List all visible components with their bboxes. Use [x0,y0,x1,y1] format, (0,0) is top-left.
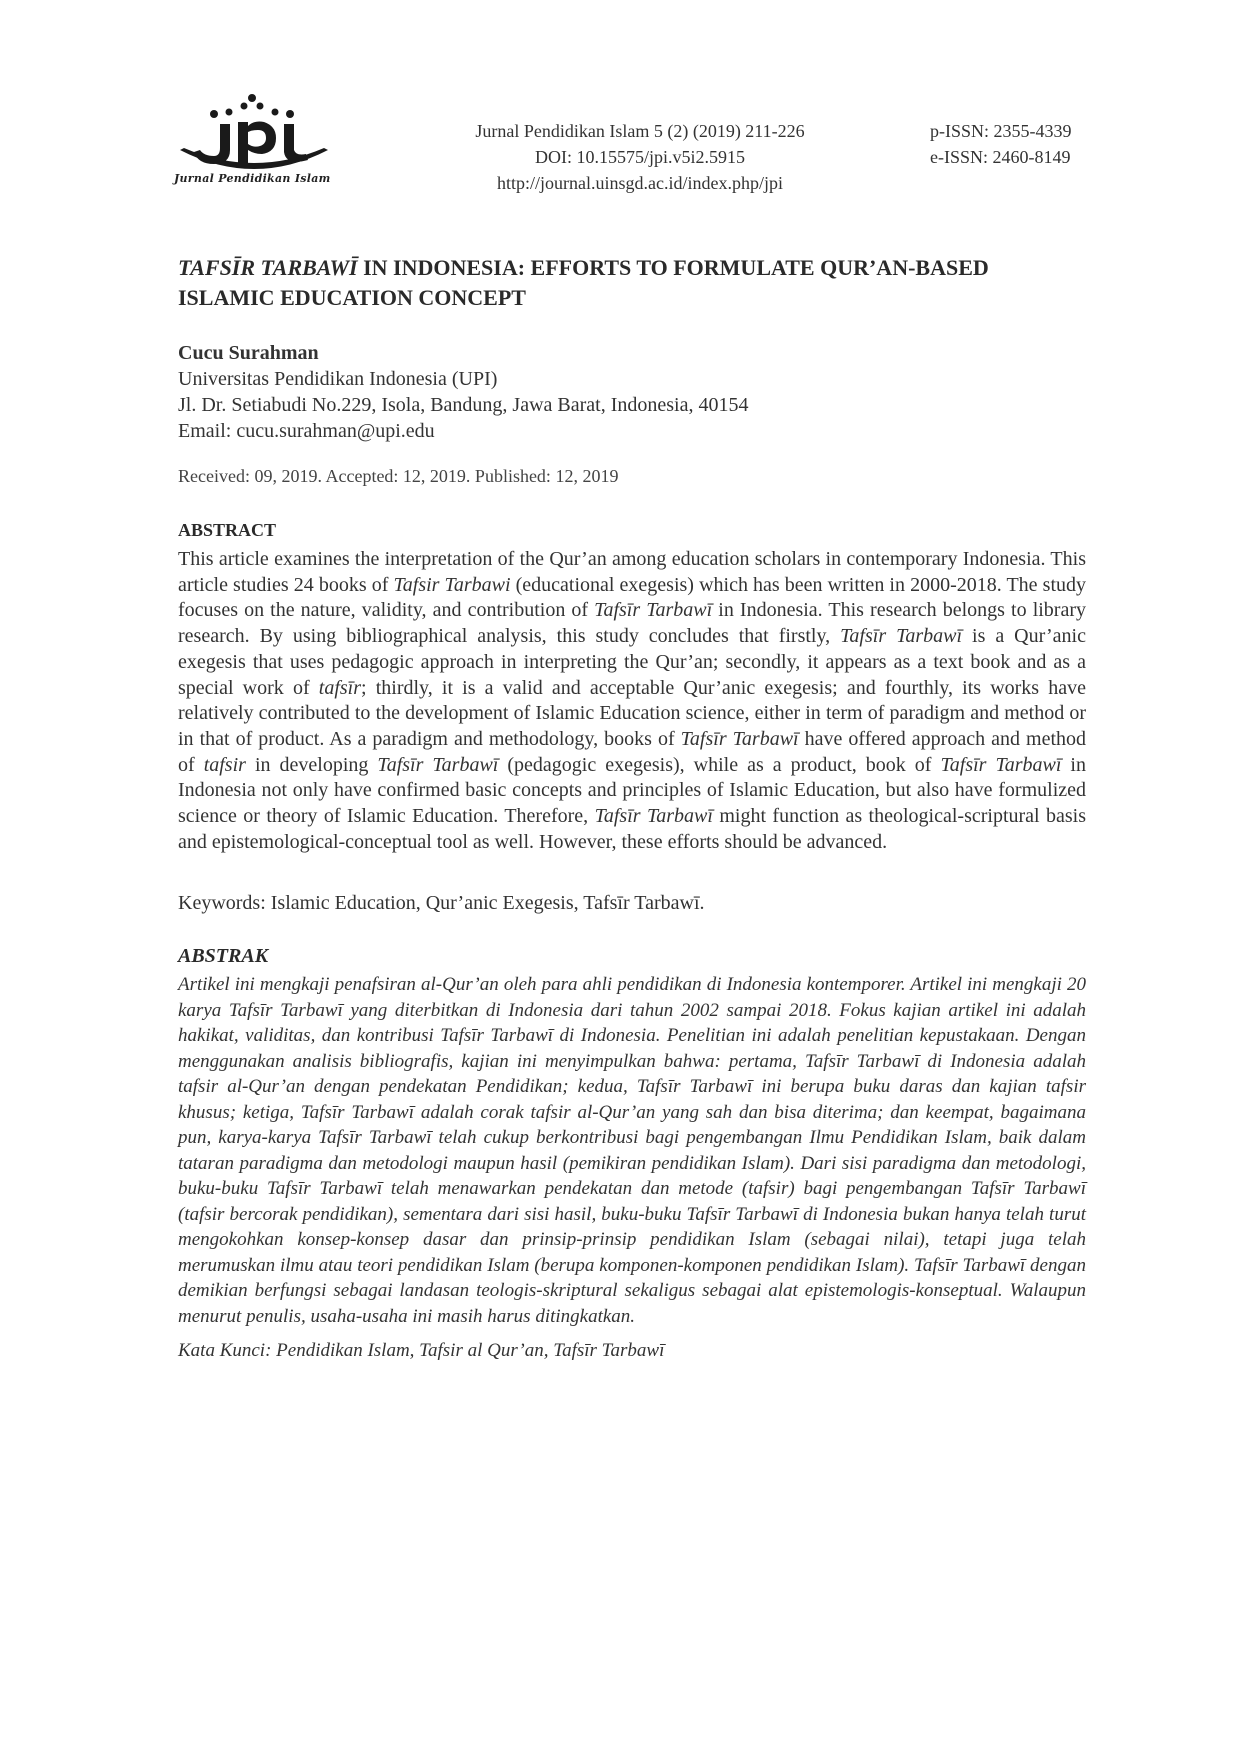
logo-caption: Jurnal Pendidikan Islam [174,172,331,185]
author-address: Jl. Dr. Setiabudi No.229, Isola, Bandung, Jawa Barat, Indonesia, 40154 [178,394,749,416]
abstract-text: in Indonesia not only have confirmed basic concepts and principles of Islamic Education, but also have formulized science or theory of Islamic Education. Therefore, [178,753,1086,828]
doi-line: DOI: 10.15575/jpi.v5i2.5915 [535,147,745,167]
keywords: Keywords: Islamic Education, Qur’anic Exegesis, Tafsīr Tarbawī. [178,892,705,914]
abstract-italic: Tafsīr Tarbawī [594,805,713,828]
abstrak-heading: ABSTRAK [178,945,269,967]
author-email[interactable]: Email: cucu.surahman@upi.edu [178,420,435,442]
abstract-text: (educational exegesis) which has been written in 2000-2018. The study focuses on the nature, validity, and contribution of [178,573,1087,622]
journal-citation-block [430,118,850,196]
journal-url[interactable]: http://journal.uinsgd.ac.id/index.php/jpi [497,173,783,193]
author-name: Cucu Surahman [178,342,319,364]
abstract-text: in developing [245,753,378,776]
abstract-italic: tafsīr [318,676,362,699]
author-block [178,340,1078,444]
journal-line: Jurnal Pendidikan Islam 5 (2) (2019) 211-226 [475,121,805,141]
jpi-logo-icon [174,92,334,172]
article-title [178,253,1078,313]
abstract-text: This article examines the interpretation of the Qur’an among education scholars in contemporary Indonesia. This article studies 24 books of [178,548,1086,596]
abstrak-body: Artikel ini mengkaji penafsiran al-Qur’an oleh para ahli pendidikan di Indonesia kontemporer. Artikel ini mengkaji 20 karya Tafsīr Tarbawī yang diterbitkan di Indonesia dari tahun 2002 sampai 2018. Fokus kajian artikel ini adalah hakikat, validitas, dan kontribusi Tafsīr Tarbawī di Indonesia. Penelitian ini adalah penelitian kepustakaan. Dengan menggunakan analisis bibliografis, kajian ini menyimpulkan bahwa: pertama, Tafsīr Tarbawī di Indonesia adalah tafsir al-Qur’an dengan pendekatan Pendidikan; kedua, Tafsīr Tarbawī ini berupa buku daras dan kajian tafsir khusus; ketiga, Tafsīr Tarbawī adalah corak tafsir al-Qur’an yang sah dan bisa diterima; dan keempat, bagaimana pun, karya-karya Tafsīr Tarbawī telah cukup berkontribusi bagi pengembangan Ilmu Pendidikan Islam, baik dalam tataran paradigma dan metodologi maupun hasil (pemikiran pendidikan Islam). Dari sisi paradigma dan metodologi, buku-buku Tafsīr Tarbawī telah menawarkan pendekatan dan metode (tafsir) bagi pengembangan Tafsīr Tarbawī (tafsir bercorak pendidikan), sementara dari sisi hasil, buku-buku Tafsīr Tarbawī di Indonesia bukan hanya telah turut mengokohkan konsep-konsep dasar dan prinsip-prinsip pendidikan Islam (sebagai nilai), tetapi juga telah merumuskan ilmu atau teori pendidikan Islam (berupa komponen-komponen pendidikan Islam). Tafsīr Tarbawī dengan demikian berfungsi sebagai landasan teologis-skriptural sekaligus sebagai alat epistemologis-konseptual. Walaupun menurut penulis, usaha-usaha ini masih harus ditingkatkan. [178,974,1086,1327]
abstract-italic: Tafsīr Tarbawī [377,753,499,776]
abstract-italic: Tafsīr Tarbawī [680,727,799,750]
p-issn: p-ISSN: 2355-4339 [930,121,1072,141]
abstract-heading: ABSTRACT [178,520,277,540]
e-issn: e-ISSN: 2460-8149 [930,147,1071,167]
kata-kunci: Kata Kunci: Pendidikan Islam, Tafsir al Qur’an, Tafsīr Tarbawī [178,1340,665,1361]
abstract-text: might function as theological-scriptural basis and epistemological-conceptual tool as well. However, these efforts should be advanced. [178,805,1087,853]
received-dates: Received: 09, 2019. Accepted: 12, 2019. Published: 12, 2019 [178,466,619,486]
abstract-text: is a Qur’anic exegesis that uses pedagogic approach in interpreting the Qur’an; secondly, it appears as a text book and as a special work of [178,625,1086,699]
abstract-italic: Tafsir Tarbawi [393,573,511,596]
article-title-italic: TAFSĪR TARBAWĪ [178,255,358,280]
journal-logo [174,92,334,192]
abstract-italic: Tafsīr Tarbawī [940,753,1062,776]
abstract-italic: Tafsīr Tarbawī [840,625,963,648]
author-affiliation: Universitas Pendidikan Indonesia (UPI) [178,368,498,390]
abstract-text: ; thirdly, it is a valid and acceptable Qur’anic exegesis; and fourthly, its works have relatively contributed to the development of Islamic Education science, either in term of paradigm and method or in that of product. As a paradigm and methodology, books of [178,676,1087,750]
article-title-rest: IN INDONESIA: EFFORTS TO FORMULATE QUR’AN-BASED ISLAMIC EDUCATION CONCEPT [178,255,989,310]
issn-block [930,118,1120,170]
abstract-text: (pedagogic exegesis), while as a product, book of [498,753,941,776]
abstract-text: have offered approach and method of [178,727,1087,776]
abstract-body [178,547,1086,855]
abstract-text: in Indonesia. This research belongs to library research. By using bibliographical analysis, this study concludes that firstly, [178,599,1086,648]
abstract-italic: tafsir [203,753,246,776]
abstract-italic: Tafsīr Tarbawī [594,599,713,622]
